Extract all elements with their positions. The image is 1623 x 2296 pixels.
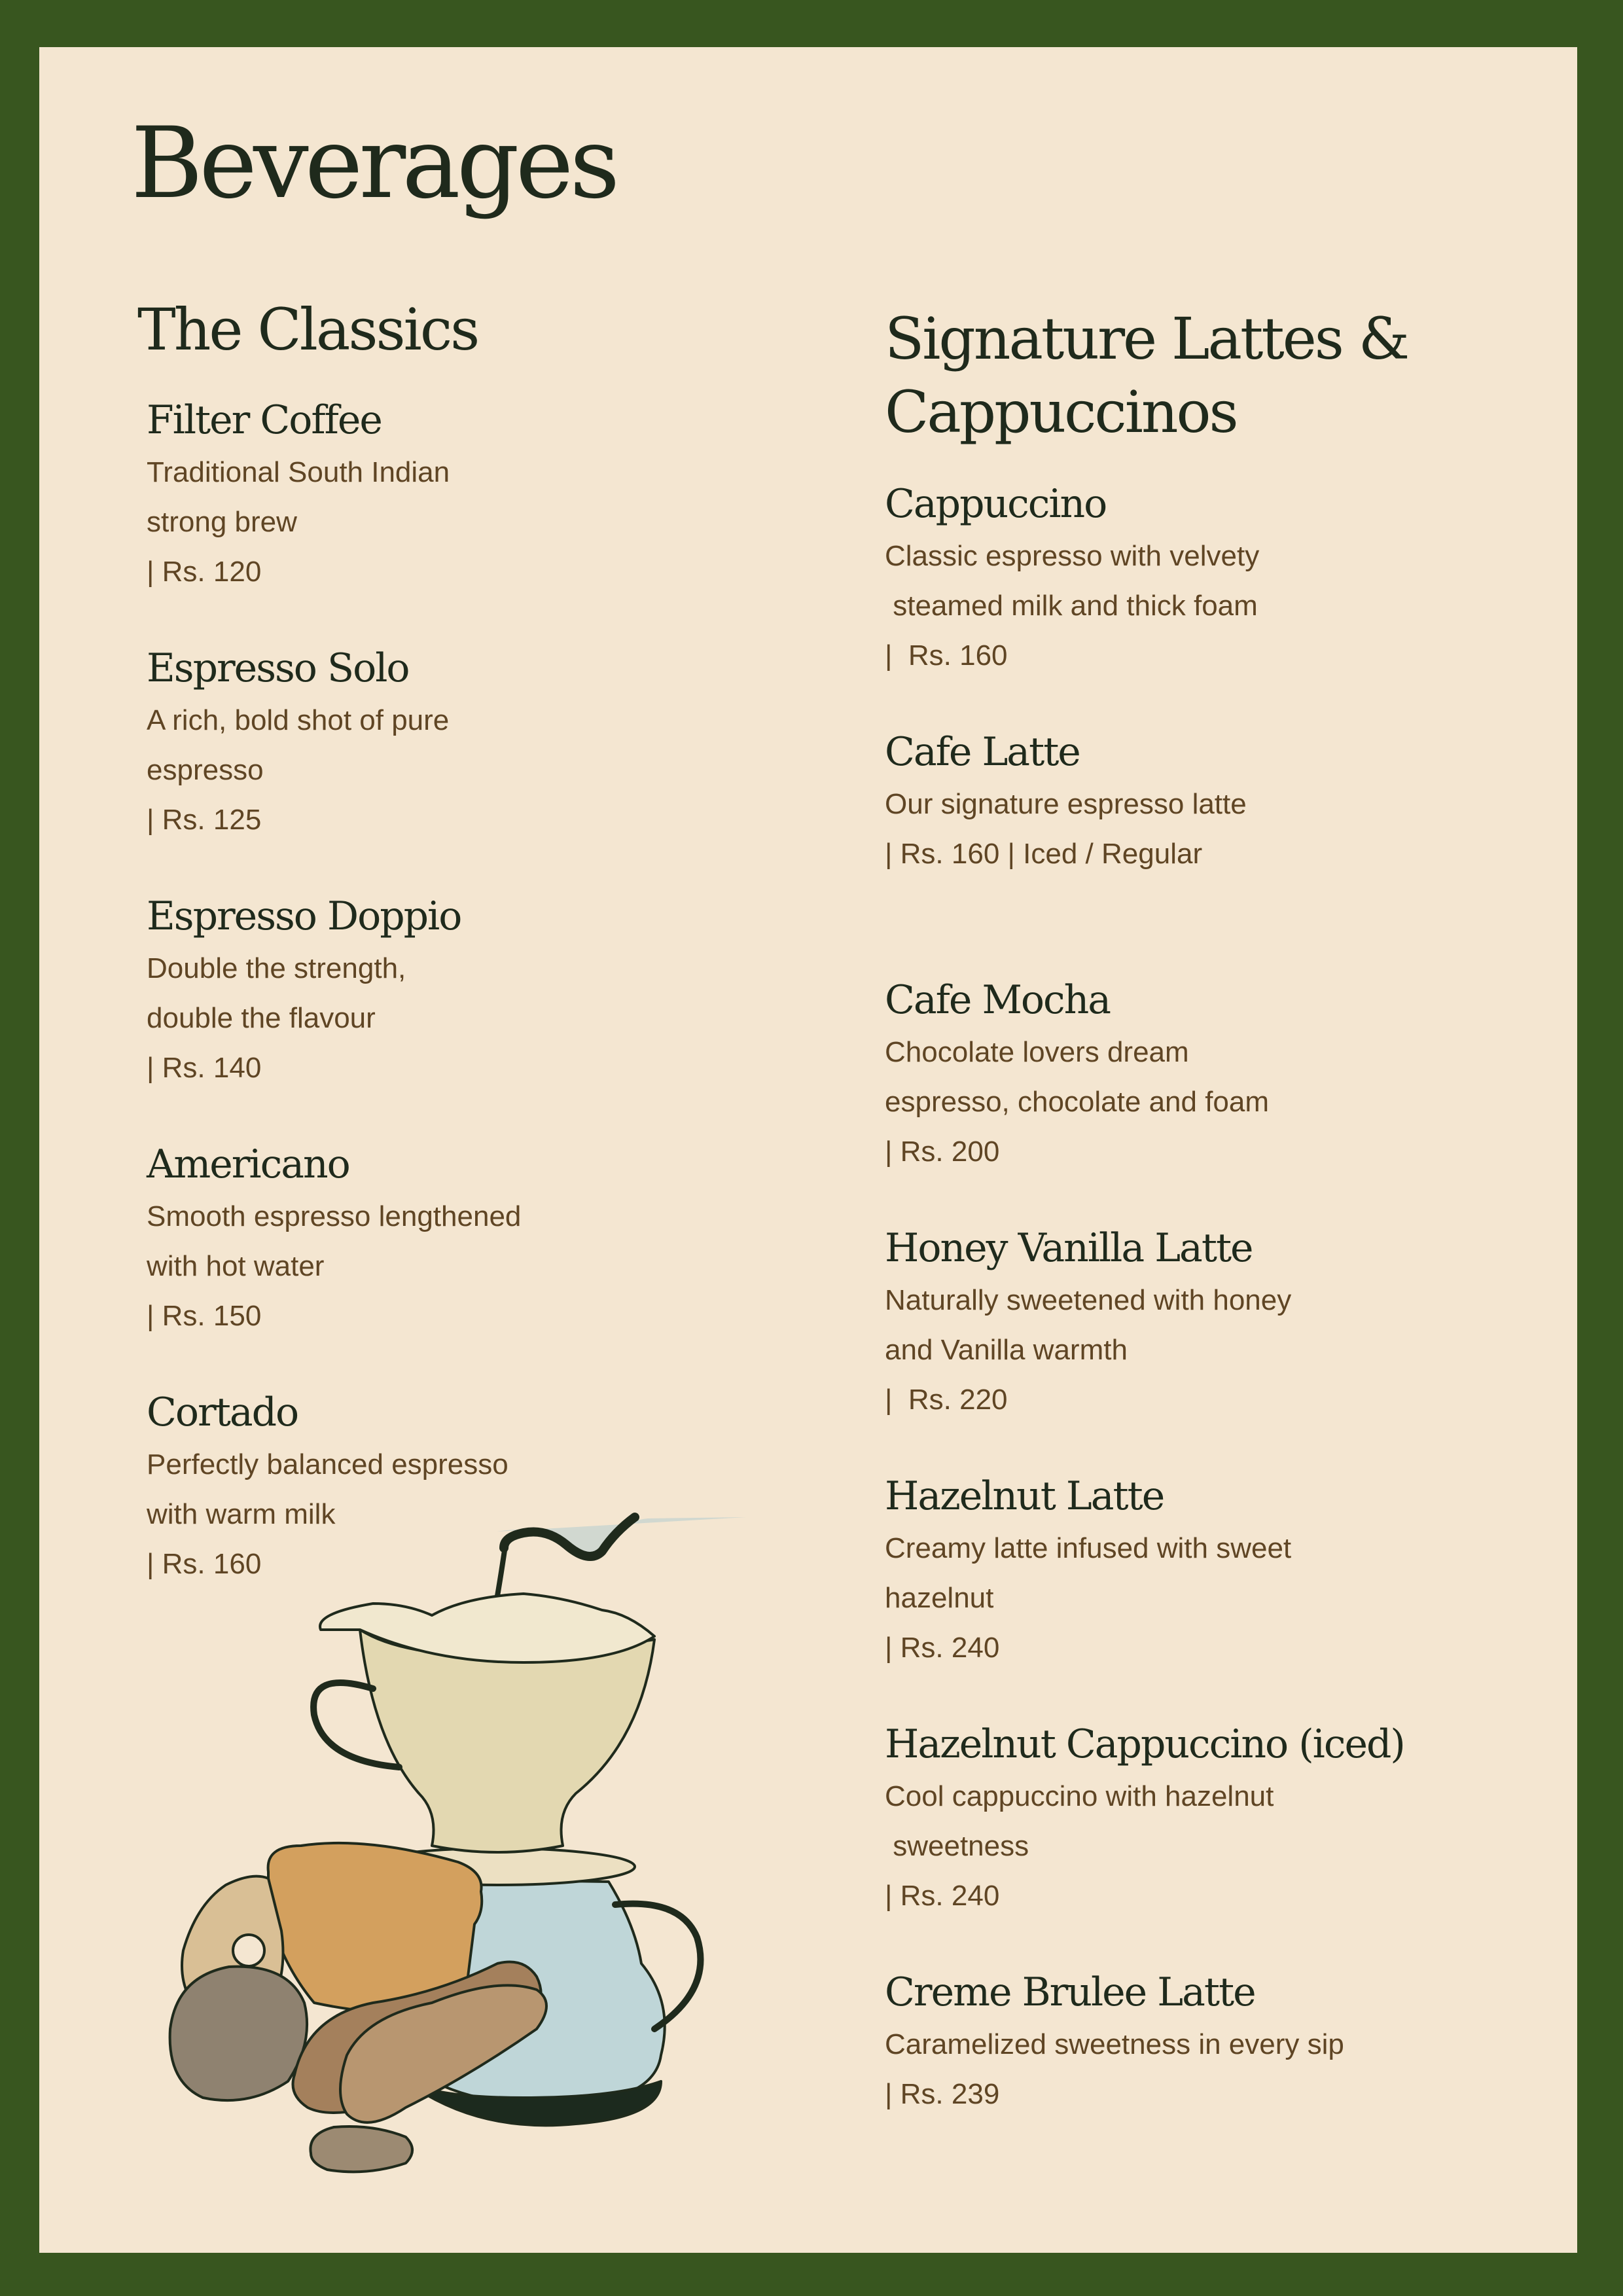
- menu-item-description: Perfectly balanced espresso with warm milk: [147, 1448, 508, 1530]
- classics-menu-list: [147, 397, 683, 1641]
- menu-item-name: Honey Vanilla Latte: [885, 1225, 1253, 1271]
- menu-item: [885, 977, 1474, 1229]
- menu-item-description: Cool cappuccino with hazelnut sweetness: [885, 1780, 1274, 1862]
- signature-section-title: Signature Lattes & Cappuccinos: [885, 305, 1408, 446]
- menu-item-description: Naturally sweetened with honey and Vanilla warmth: [885, 1284, 1292, 1366]
- menu-item: [147, 397, 683, 649]
- menu-item-description: A rich, bold shot of pure espresso: [147, 704, 450, 786]
- menu-item-description: Double the strength, double the flavour: [147, 952, 406, 1034]
- menu-item-description: Chocolate lovers dream espresso, chocolate and foam: [885, 1036, 1270, 1118]
- menu-item-name: Cafe Latte: [885, 729, 1080, 775]
- menu-item: [147, 893, 683, 1145]
- bread-hole: [233, 1935, 264, 1966]
- menu-item-price: | Rs. 239: [885, 2078, 1000, 2110]
- menu-item-name: Filter Coffee: [147, 397, 382, 443]
- menu-item-price: | Rs. 220: [885, 1384, 1008, 1416]
- menu-item-description: Smooth espresso lengthened with hot water: [147, 1200, 522, 1282]
- menu-item-price: | Rs. 200: [885, 1136, 1000, 1168]
- menu-item-description: Caramelized sweetness in every sip: [885, 2028, 1344, 2060]
- menu-item-name: Espresso Doppio: [147, 893, 461, 939]
- menu-item: [885, 729, 1474, 980]
- page-title: Beverages: [131, 107, 616, 221]
- menu-item-description: Creamy latte infused with sweet hazelnut: [885, 1532, 1292, 1614]
- menu-item-description: Classic espresso with velvety steamed milk and thick foam: [885, 540, 1260, 622]
- coffee-and-bread-illustration: [157, 1505, 759, 2179]
- menu-item-name: Americano: [147, 1141, 349, 1187]
- menu-item-price: | Rs. 150: [147, 1300, 262, 1332]
- menu-item-name: Espresso Solo: [147, 645, 409, 691]
- menu-item-price: | Rs. 120: [147, 556, 262, 588]
- menu-item-price: | Rs. 140: [147, 1052, 262, 1084]
- menu-item-name: Cafe Mocha: [885, 977, 1111, 1023]
- menu-item: [885, 1225, 1474, 1477]
- round-bun: [170, 1967, 308, 2100]
- menu-item-name: Hazelnut Latte: [885, 1473, 1164, 1519]
- menu-item: [885, 1721, 1474, 1973]
- menu-item: [147, 645, 683, 897]
- menu-item-name: Cortado: [147, 1390, 298, 1435]
- bread-roll: [310, 2126, 412, 2172]
- menu-item-description: Our signature espresso latte: [885, 788, 1247, 820]
- menu-item-price: | Rs. 240: [885, 1880, 1000, 1912]
- menu-item-name: Hazelnut Cappuccino (iced): [885, 1721, 1404, 1767]
- signature-menu-list: [885, 481, 1474, 2221]
- menu-item-price: | Rs. 160: [885, 639, 1008, 672]
- menu-item-price: | Rs. 160: [147, 1548, 262, 1580]
- menu-item-description: Traditional South Indian strong brew: [147, 456, 450, 538]
- menu-item-name: Cappuccino: [885, 481, 1107, 527]
- menu-item-price: | Rs. 125: [147, 804, 262, 836]
- menu-item-price: | Rs. 240: [885, 1632, 1000, 1664]
- menu-item: [885, 1473, 1474, 1725]
- menu-item: [885, 481, 1474, 732]
- classics-section-title: The Classics: [137, 296, 478, 363]
- menu-item-name: Creme Brulee Latte: [885, 1969, 1255, 2015]
- menu-item: [885, 1969, 1474, 2221]
- menu-item-price: | Rs. 160 | Iced / Regular: [885, 838, 1203, 870]
- menu-item: [147, 1141, 683, 1393]
